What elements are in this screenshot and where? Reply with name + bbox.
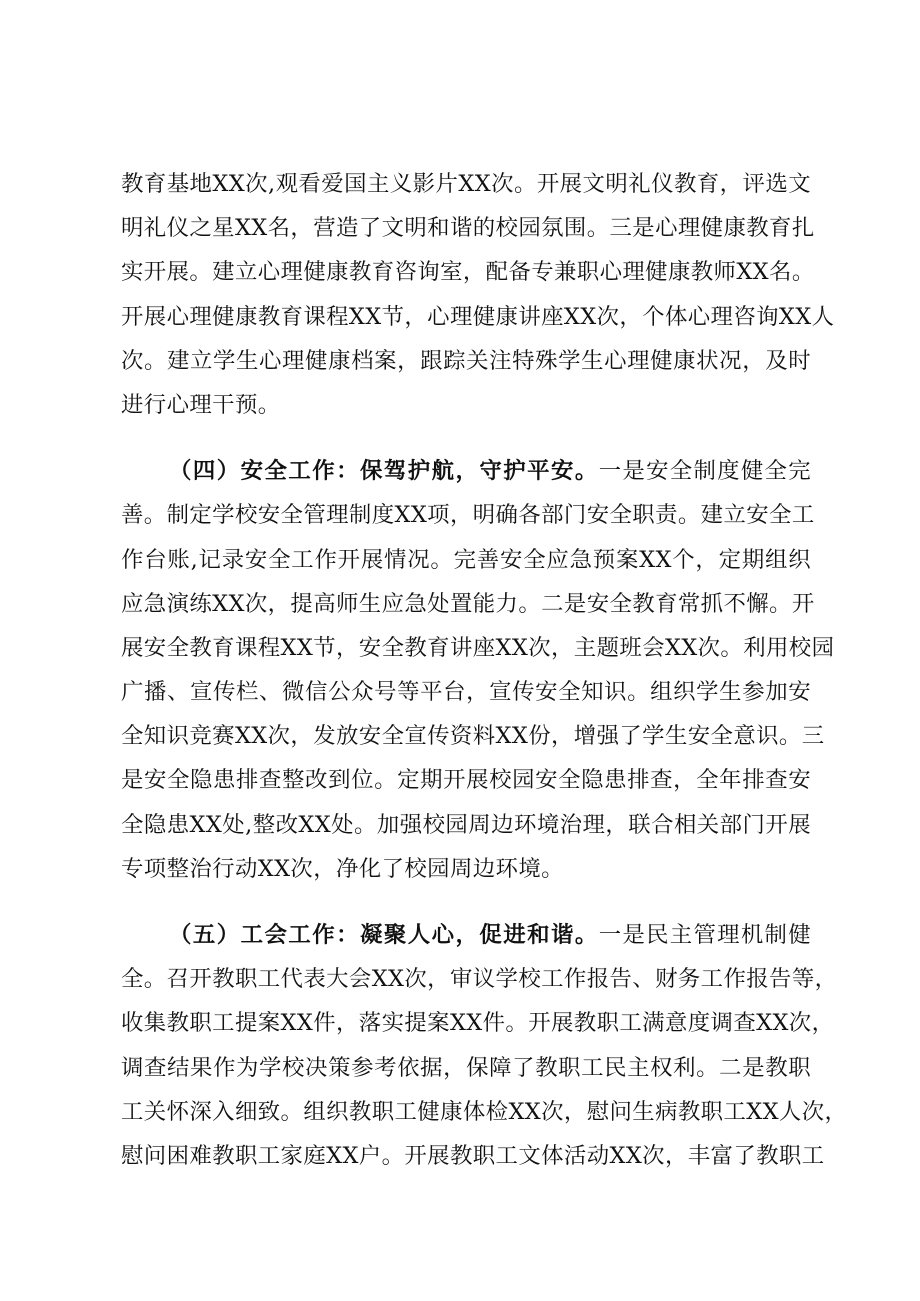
- paragraph-safety-work: [121, 449, 835, 891]
- section-heading-line: [121, 449, 811, 493]
- paragraph-gap: [121, 891, 811, 913]
- paragraph-union-work: [121, 913, 848, 1178]
- text-line: 全隐患XX处,整改XX处。加强校园周边环境治理，联合相关部门开展: [121, 811, 811, 838]
- text-line: 调查结果作为学校决策参考依据，保障了教职工民主权利。二是教职: [121, 1054, 811, 1081]
- document-body: [121, 162, 848, 1178]
- text-line: 善。制定学校安全管理制度XX项，明确各部门安全职责。建立安全工: [121, 502, 815, 529]
- text-line: 收集教职工提案XX件，落实提案XX件。开展教职工满意度调查XX次，: [121, 1010, 835, 1037]
- text-line: 教育基地XX次,观看爱国主义影片XX次。开展文明礼仪教育，评选文: [121, 171, 811, 197]
- text-line: 展安全教育课程XX节，安全教育讲座XX次，主题班会XX次。利用校园: [121, 634, 835, 661]
- text-line: 次。建立学生心理健康档案，跟踪关注特殊学生心理健康状况，及时: [121, 347, 811, 374]
- text-line: 是安全隐患排查整改到位。定期开展校园安全隐患排查，全年排查安: [121, 767, 811, 794]
- text-line: 进行心理干预。: [121, 391, 281, 418]
- paragraph-mental-health: [121, 162, 835, 427]
- text-line: 应急演练XX次，提高师生应急处置能力。二是安全教育常抓不懈。开: [121, 590, 815, 617]
- text-line: 明礼仪之星XX名，营造了文明和谐的校园氛围。三是心理健康教育扎: [121, 215, 815, 242]
- text-segment: 一是民主管理机制健: [598, 922, 811, 948]
- section-heading-safety: （四）安全工作：保驾护航，守护平安。: [169, 458, 599, 485]
- section-heading-line: [121, 913, 811, 957]
- text-line: 全知识竞赛XX次，发放安全宣传资料XX份，增强了学生安全意识。三: [121, 723, 825, 750]
- text-line: 作台账,记录安全工作开展情况。完善安全应急预案XX个，定期组织: [121, 546, 811, 573]
- paragraph-gap: [121, 427, 811, 449]
- text-line: 工关怀深入细致。组织教职工健康体检XX次，慰问生病教职工XX人次，: [121, 1098, 848, 1125]
- text-line: 专项整治行动XX次，净化了校园周边环境。: [121, 855, 564, 882]
- section-heading-union: （五）工会工作：凝聚人心，促进和谐。: [169, 922, 599, 948]
- text-line: 广播、宣传栏、微信公众号等平台，宣传安全知识。组织学生参加安: [121, 679, 811, 706]
- text-line: 慰问困难教职工家庭XX户。开展教职工文体活动XX次，丰富了教职工: [121, 1142, 825, 1169]
- text-line: 全。召开教职工代表大会XX次，审议学校工作报告、财务工作报告等，: [121, 966, 838, 993]
- text-line: 实开展。建立心理健康教育咨询室，配备专兼职心理健康教师XX名。: [121, 259, 815, 286]
- text-line: 开展心理健康教育课程XX节，心理健康讲座XX次，个体心理咨询XX人: [121, 303, 835, 330]
- text-segment: 一是安全制度健全完: [598, 458, 811, 485]
